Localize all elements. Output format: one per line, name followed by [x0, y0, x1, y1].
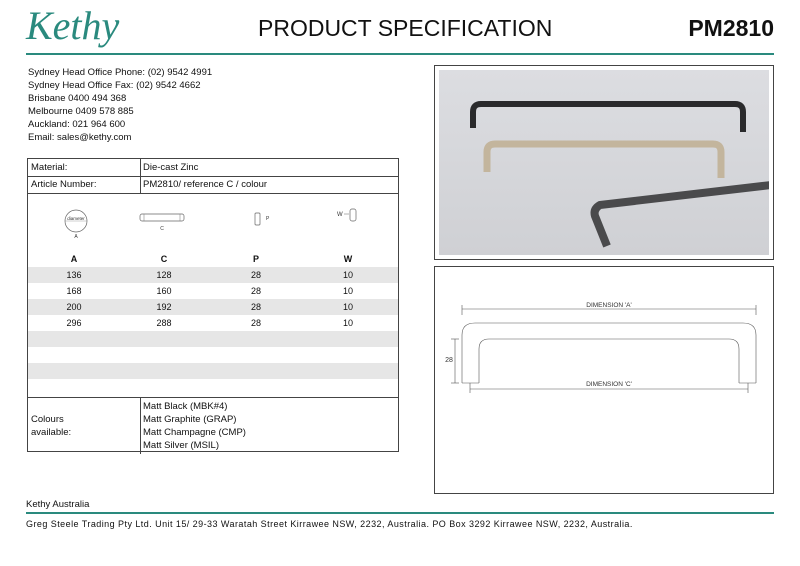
material-label: Material:	[31, 162, 68, 173]
footer-address: Greg Steele Trading Pty Ltd. Unit 15/ 29-33 Waratah Street Kirrawee NSW, 2232, Australia. PO Box 3292 Kirrawee NSW, 2232, Australia.	[26, 519, 633, 529]
material-row	[28, 159, 398, 177]
table-row-empty	[28, 331, 398, 347]
column-divider	[140, 176, 141, 193]
table-header-row	[28, 251, 398, 267]
table-row-empty	[28, 347, 398, 363]
table-cell: 296	[66, 318, 82, 328]
technical-drawing-frame	[434, 266, 774, 494]
height-label: 28	[445, 357, 453, 364]
article-label: Article Number:	[31, 179, 97, 190]
diameter-icon	[60, 207, 94, 241]
brand-logo: Kethy	[26, 3, 120, 48]
colour-item: Matt Silver (MSIL)	[143, 440, 220, 451]
handle-projection-icon	[252, 210, 272, 230]
table-cell: 192	[156, 302, 172, 312]
w-icon-label: W	[337, 212, 343, 218]
table-row	[28, 299, 398, 315]
table-cell: 128	[156, 270, 172, 280]
table-cell: 200	[66, 302, 82, 312]
column-divider	[140, 159, 141, 176]
a-icon-label: A	[74, 234, 78, 240]
contact-line: Brisbane 0400 494 368	[28, 93, 127, 104]
handles-photo-illustration	[439, 70, 769, 255]
table-cell: 10	[342, 270, 353, 280]
article-row	[28, 176, 398, 194]
colour-item: Matt Champagne (CMP)	[143, 427, 246, 438]
diameter-label: diameter	[67, 216, 85, 221]
table-cell: 10	[342, 302, 353, 312]
colour-item: Matt Black (MBK#4)	[143, 401, 228, 412]
table-cell: 288	[156, 318, 172, 328]
table-row-empty	[28, 363, 398, 379]
table-row	[28, 315, 398, 331]
table-header: P	[252, 254, 259, 264]
table-header: C	[160, 254, 168, 264]
dimension-icons	[28, 193, 398, 241]
footer-divider	[26, 512, 774, 514]
spec-table	[27, 158, 399, 452]
product-photo-frame	[434, 65, 774, 260]
material-value: Die-cast Zinc	[143, 162, 199, 173]
colours-label	[31, 413, 71, 439]
p-icon-label: P	[266, 216, 270, 222]
table-cell: 136	[66, 270, 82, 280]
table-row	[28, 267, 398, 283]
table-cell: 168	[66, 286, 82, 296]
c-icon-label: C	[160, 226, 164, 232]
header-divider	[26, 53, 774, 55]
dimension-a-label: DIMENSION 'A'	[586, 302, 632, 309]
colours-list	[143, 400, 246, 452]
contact-block	[28, 66, 212, 144]
colours-label-line: Colours	[31, 414, 64, 425]
table-cell: 160	[156, 286, 172, 296]
table-row	[28, 283, 398, 299]
table-header: A	[70, 254, 78, 264]
contact-line: Sydney Head Office Phone: (02) 9542 4991	[28, 67, 213, 78]
contact-email[interactable]: Email: sales@kethy.com	[28, 132, 132, 143]
footer-company: Kethy Australia	[26, 499, 90, 510]
contact-line: Auckland: 021 964 600	[28, 119, 126, 130]
table-cell: 10	[342, 318, 353, 328]
technical-drawing	[435, 267, 773, 493]
table-cell: 10	[342, 286, 353, 296]
product-photo	[439, 70, 769, 255]
colours-label-line: available:	[31, 427, 72, 438]
dimension-c-label: DIMENSION 'C'	[586, 381, 632, 388]
contact-line: Melbourne 0409 578 885	[28, 106, 134, 117]
table-cell: 28	[250, 318, 261, 328]
handle-width-icon	[335, 206, 365, 228]
product-code: PM2810	[688, 15, 774, 41]
table-cell: 28	[250, 302, 261, 312]
table-header: W	[343, 254, 353, 264]
page-title: PRODUCT SPECIFICATION	[258, 15, 553, 41]
table-cell: 28	[250, 270, 261, 280]
colours-row	[28, 397, 398, 454]
table-row-empty	[28, 379, 398, 395]
table-cell: 28	[250, 286, 261, 296]
handle-side-icon	[136, 208, 188, 234]
colour-item: Matt Graphite (GRAP)	[143, 414, 237, 425]
article-value: PM2810/ reference C / colour	[143, 179, 268, 190]
contact-line: Sydney Head Office Fax: (02) 9542 4662	[28, 80, 201, 91]
column-divider	[140, 398, 141, 454]
